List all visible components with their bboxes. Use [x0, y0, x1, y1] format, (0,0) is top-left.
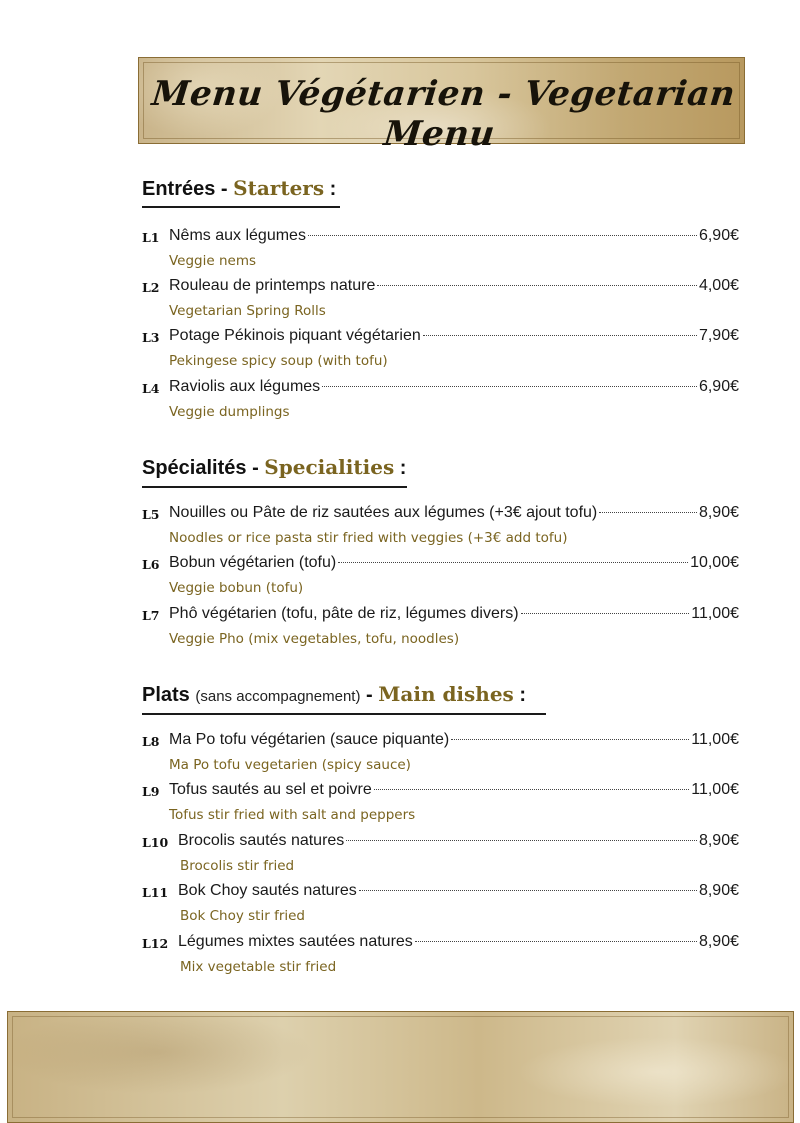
item-price: 8,90€	[698, 882, 739, 899]
leader-dots	[599, 512, 697, 513]
section-title-starters	[142, 176, 336, 201]
header-banner	[138, 57, 745, 154]
leader-dots	[308, 235, 697, 236]
item-price: 8,90€	[698, 832, 739, 849]
item-line	[169, 378, 739, 396]
item-code: L2	[142, 280, 160, 295]
section-title-suffix: :	[513, 684, 527, 706]
menu-item-l11	[142, 882, 739, 904]
item-english: Veggie nems	[169, 253, 257, 269]
footer-banner	[7, 1011, 794, 1123]
section-title-en: Main dishes	[378, 682, 514, 706]
item-name: Nêms aux légumes	[169, 227, 306, 244]
item-price: 7,90€	[698, 327, 739, 344]
leader-dots	[346, 840, 697, 841]
section-title-en: Starters	[233, 176, 325, 200]
item-english: Bok Choy stir fried	[180, 908, 306, 924]
item-name: Phô végétarien (tofu, pâte de riz, légumes divers)	[169, 605, 519, 622]
item-price: 8,90€	[698, 504, 739, 521]
menu-item-l7	[142, 605, 739, 627]
section-title-sep: -	[215, 178, 234, 200]
leader-dots	[359, 890, 697, 891]
item-line	[169, 605, 739, 623]
item-name: Légumes mixtes sautées natures	[178, 933, 413, 950]
leader-dots	[423, 335, 697, 336]
item-name: Rouleau de printemps nature	[169, 277, 376, 294]
item-price: 11,00€	[691, 731, 739, 748]
menu-item-l10	[142, 832, 739, 854]
item-name: Potage Pékinois piquant végétarien	[169, 327, 421, 344]
section-title-specialities	[142, 455, 406, 480]
item-name: Tofus sautés au sel et poivre	[169, 781, 372, 798]
leader-dots	[415, 941, 697, 942]
menu-item-l12	[142, 933, 739, 955]
menu-item-l1	[142, 227, 739, 249]
menu-item-l6	[142, 554, 739, 576]
section-title-fr: Spécialités	[142, 457, 247, 479]
item-code: L1	[142, 230, 160, 245]
section-title-sep: -	[360, 684, 379, 706]
item-line	[178, 832, 739, 850]
item-english: Veggie Pho (mix vegetables, tofu, noodles)	[169, 631, 460, 647]
item-english: Vegetarian Spring Rolls	[169, 303, 326, 319]
item-line	[169, 504, 739, 522]
item-name: Bok Choy sautés natures	[178, 882, 357, 899]
item-name: Bobun végétarien (tofu)	[169, 554, 337, 571]
item-line	[178, 882, 739, 900]
item-code: L5	[142, 507, 160, 522]
leader-dots	[374, 789, 689, 790]
item-name: Nouilles ou Pâte de riz sautées aux légumes (+3€ ajout tofu)	[169, 504, 598, 521]
section-title-suffix: :	[324, 178, 337, 200]
item-code: L3	[142, 330, 160, 345]
item-code: L6	[142, 557, 160, 572]
item-price: 4,00€	[698, 277, 739, 294]
item-name: Brocolis sautés natures	[178, 832, 345, 849]
item-code: L12	[142, 936, 169, 951]
item-code: L11	[142, 885, 169, 900]
item-code: L10	[142, 835, 169, 850]
item-code: L7	[142, 608, 160, 623]
item-price: 6,90€	[698, 227, 739, 244]
item-line	[169, 731, 739, 749]
item-line	[169, 327, 739, 345]
item-english: Veggie bobun (tofu)	[169, 580, 304, 596]
menu-item-l2	[142, 277, 739, 299]
section-title-en: Specialities	[264, 455, 395, 479]
leader-dots	[338, 562, 688, 563]
item-price: 11,00€	[691, 605, 739, 622]
section-title-fr: Plats	[142, 684, 190, 706]
section-underline	[142, 486, 407, 488]
item-english: Ma Po tofu vegetarien (spicy sauce)	[169, 757, 411, 773]
item-english: Noodles or rice pasta stir fried with veggies (+3€ add tofu)	[169, 530, 568, 546]
section-title-sep: -	[246, 457, 265, 479]
leader-dots	[377, 285, 697, 286]
item-code: L9	[142, 784, 160, 799]
menu-title: Menu Végétarien - Vegetarian Menu	[149, 74, 738, 154]
item-line	[169, 277, 739, 295]
section-title-fr: Entrées	[142, 178, 216, 200]
item-code: L4	[142, 381, 160, 396]
item-english: Veggie dumplings	[169, 404, 290, 420]
leader-dots	[451, 739, 689, 740]
item-line	[178, 933, 739, 951]
menu-item-l3	[142, 327, 739, 349]
item-price: 11,00€	[691, 781, 739, 798]
item-line	[169, 781, 739, 799]
item-price: 8,90€	[698, 933, 739, 950]
footer-frame	[12, 1016, 789, 1118]
leader-dots	[322, 386, 697, 387]
item-english: Mix vegetable stir fried	[180, 959, 337, 975]
item-line	[169, 227, 739, 245]
section-underline	[142, 713, 546, 715]
item-english: Brocolis stir fried	[180, 858, 295, 874]
section-title-main-dishes	[142, 682, 526, 707]
menu-item-l8	[142, 731, 739, 753]
menu-item-l4	[142, 378, 739, 400]
section-title-suffix: :	[394, 457, 407, 479]
item-name: Raviolis aux légumes	[169, 378, 321, 395]
section-title-note: (sans accompagnement)	[195, 688, 361, 705]
item-price: 6,90€	[698, 378, 739, 395]
item-code: L8	[142, 734, 160, 749]
menu-item-l5	[142, 504, 739, 526]
leader-dots	[521, 613, 690, 614]
item-line	[169, 554, 739, 572]
item-english: Tofus stir fried with salt and peppers	[169, 807, 416, 823]
item-english: Pekingese spicy soup (with tofu)	[169, 353, 388, 369]
item-name: Ma Po tofu végétarien (sauce piquante)	[169, 731, 450, 748]
menu-item-l9	[142, 781, 739, 803]
item-price: 10,00€	[690, 554, 739, 571]
section-underline	[142, 206, 340, 208]
